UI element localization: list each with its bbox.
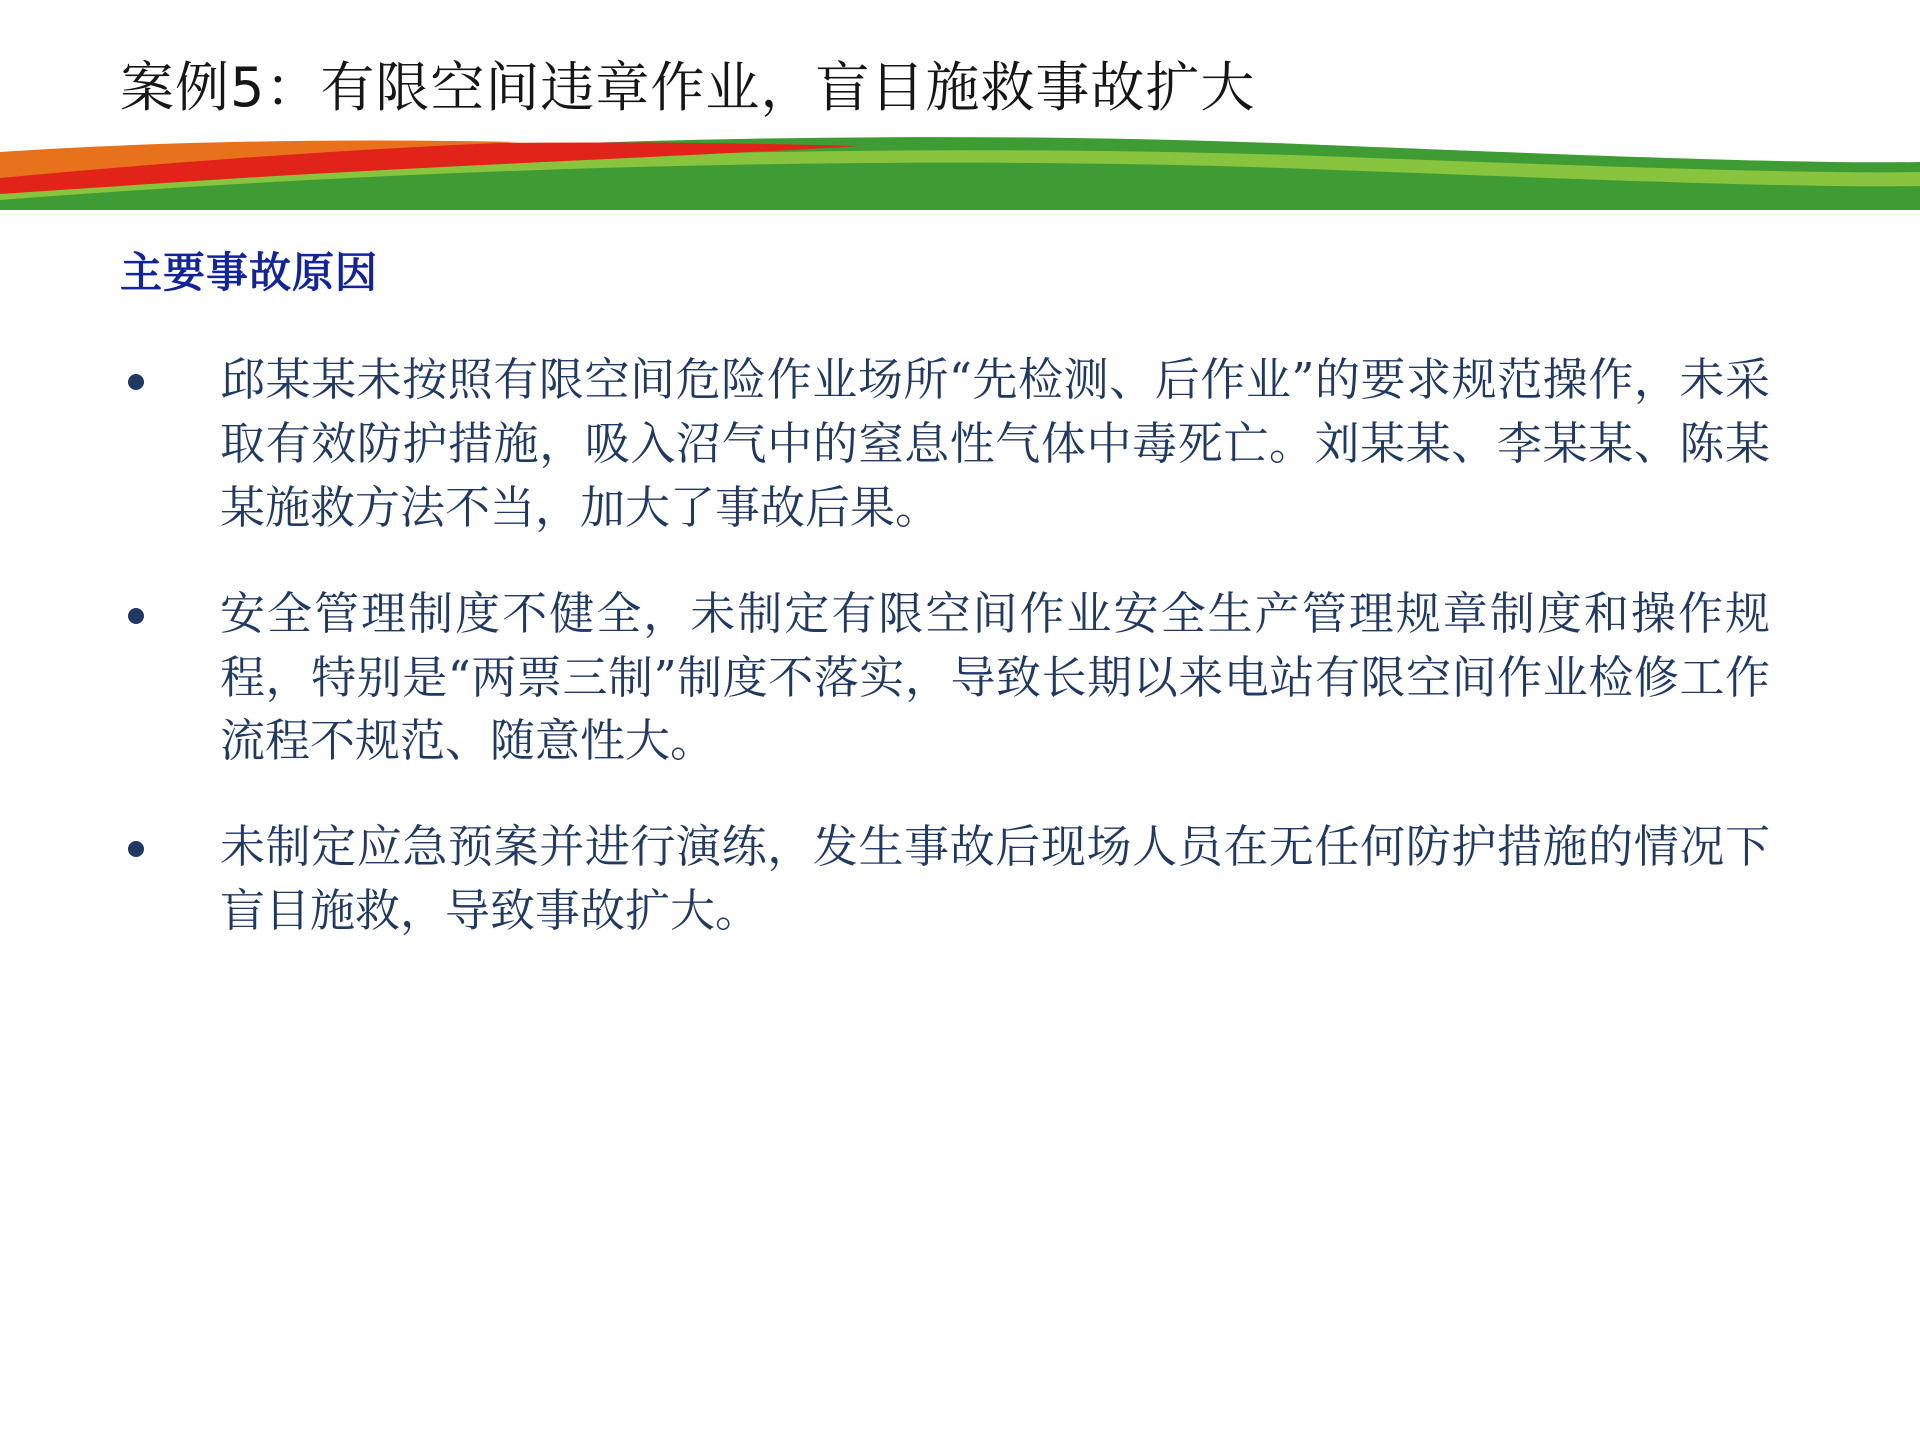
page-title: 案例5：有限空间违章作业，盲目施救事故扩大: [120, 56, 1256, 119]
decorative-swoosh-divider: [0, 130, 1920, 210]
list-item: [120, 582, 1770, 774]
section-heading: 主要事故原因: [120, 248, 379, 297]
list-item-text: 邱某某未按照有限空间危险作业场所“先检测、后作业”的要求规范操作，未采取有效防护措施，吸入沼气中的窒息性气体中毒死亡。刘某某、李某某、陈某某施救方法不当，加大了事故后果。: [220, 353, 1770, 534]
bullet-dot-icon: [128, 374, 144, 390]
bullet-dot-icon: [128, 608, 144, 624]
accident-causes-list: [120, 348, 1770, 943]
list-item-text: 安全管理制度不健全，未制定有限空间作业安全生产管理规章制度和操作规程，特别是“两票三制”制度不落实，导致长期以来电站有限空间作业检修工作流程不规范、随意性大。: [220, 586, 1770, 768]
list-item-text: 未制定应急预案并进行演练，发生事故后现场人员在无任何防护措施的情况下盲目施救，导致事故扩大。: [220, 820, 1770, 938]
bullet-dot-icon: [128, 841, 144, 857]
slide-body: [0, 240, 1920, 985]
list-item: [120, 815, 1770, 943]
list-item: [120, 348, 1770, 540]
